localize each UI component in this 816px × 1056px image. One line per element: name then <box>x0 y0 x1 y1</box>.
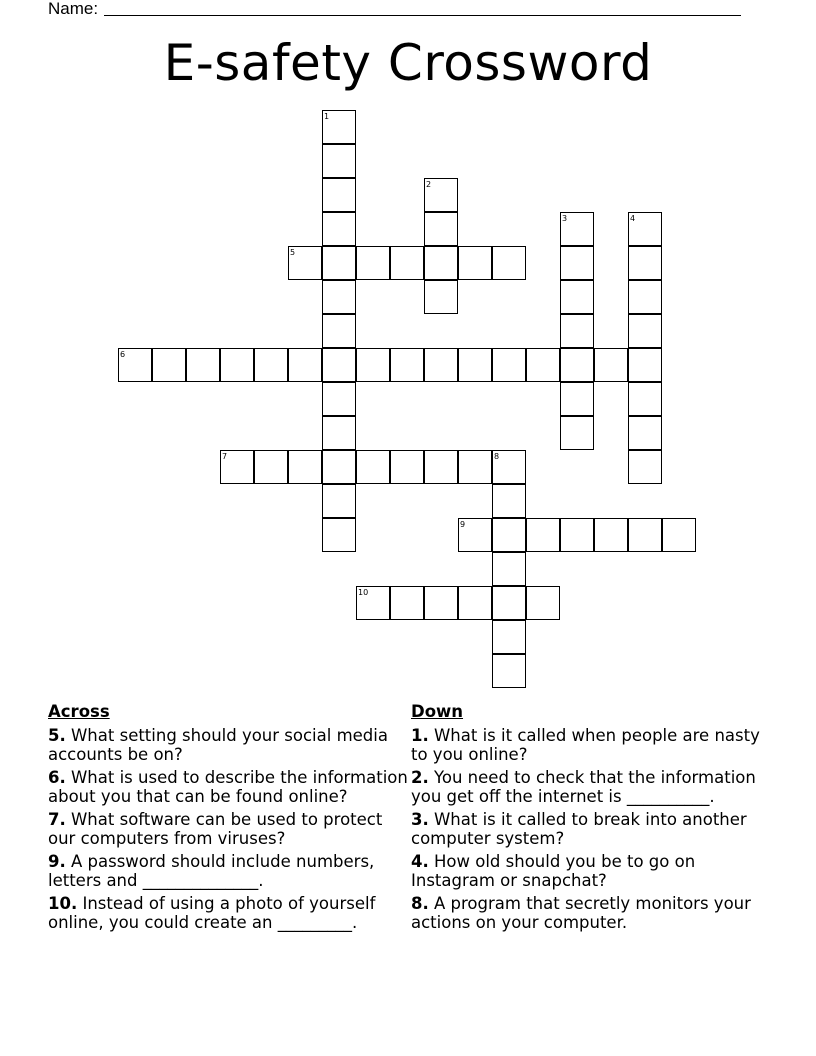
grid-cell[interactable] <box>560 212 594 246</box>
grid-cell[interactable] <box>322 178 356 212</box>
grid-cell[interactable] <box>220 450 254 484</box>
grid-cell[interactable] <box>492 348 526 382</box>
cell-number: 3 <box>562 214 568 223</box>
clue-text: What software can be used to protect our computers from viruses? <box>48 809 383 848</box>
grid-cell[interactable] <box>186 348 220 382</box>
grid-cell[interactable] <box>560 314 594 348</box>
clue-number: 2. <box>411 767 429 787</box>
grid-cell[interactable] <box>628 212 662 246</box>
grid-cell[interactable] <box>594 518 628 552</box>
cell-number: 10 <box>358 588 369 597</box>
cell-number: 7 <box>222 452 228 461</box>
grid-cell[interactable] <box>356 246 390 280</box>
grid-cell[interactable] <box>322 382 356 416</box>
grid-cell[interactable] <box>322 280 356 314</box>
grid-cell[interactable] <box>628 518 662 552</box>
grid-cell[interactable] <box>492 552 526 586</box>
grid-cell[interactable] <box>390 246 424 280</box>
grid-cell[interactable] <box>560 280 594 314</box>
grid-cell[interactable] <box>322 246 356 280</box>
grid-cell[interactable] <box>322 484 356 518</box>
grid-cell[interactable] <box>424 450 458 484</box>
grid-cell[interactable] <box>458 586 492 620</box>
grid-cell[interactable] <box>662 518 696 552</box>
cell-number: 9 <box>460 520 466 529</box>
clue-number: 5. <box>48 725 66 745</box>
grid-cell[interactable] <box>390 348 424 382</box>
cell-number: 5 <box>290 248 296 257</box>
clue-text: What is it called when people are nasty to you online? <box>411 725 760 764</box>
cell-number: 1 <box>324 112 330 121</box>
grid-cell[interactable] <box>288 246 322 280</box>
clue-number: 8. <box>411 893 429 913</box>
grid-cell[interactable] <box>322 212 356 246</box>
grid-cell[interactable] <box>628 280 662 314</box>
across-clue-6 <box>48 768 408 807</box>
clue-number: 7. <box>48 809 66 829</box>
across-clue-10 <box>48 894 408 933</box>
clue-number: 3. <box>411 809 429 829</box>
grid-cell[interactable] <box>560 518 594 552</box>
grid-cell[interactable] <box>526 348 560 382</box>
clue-number: 6. <box>48 767 66 787</box>
down-clue-3 <box>411 810 771 849</box>
grid-cell[interactable] <box>322 314 356 348</box>
clue-text: Instead of using a photo of yourself online, you could create an _________. <box>48 893 376 932</box>
grid-cell[interactable] <box>152 348 186 382</box>
grid-cell[interactable] <box>424 246 458 280</box>
clue-number: 10. <box>48 893 78 913</box>
grid-cell[interactable] <box>356 450 390 484</box>
grid-cell[interactable] <box>492 586 526 620</box>
clue-number: 1. <box>411 725 429 745</box>
clue-number: 9. <box>48 851 66 871</box>
clue-text: A password should include numbers, letters and ______________. <box>48 851 375 890</box>
across-clues <box>48 702 408 936</box>
clue-text: What setting should your social media accounts be on? <box>48 725 388 764</box>
grid-cell[interactable] <box>492 654 526 688</box>
clue-text: A program that secretly monitors your actions on your computer. <box>411 893 751 932</box>
grid-cell[interactable] <box>424 586 458 620</box>
clue-text: You need to check that the information you get off the internet is __________. <box>411 767 756 806</box>
down-heading: Down <box>411 702 464 721</box>
name-label: Name: <box>48 0 99 18</box>
grid-cell[interactable] <box>526 586 560 620</box>
grid-cell[interactable] <box>390 586 424 620</box>
cell-number: 8 <box>494 452 500 461</box>
grid-cell[interactable] <box>288 450 322 484</box>
grid-cell[interactable] <box>560 246 594 280</box>
grid-cell[interactable] <box>322 348 356 382</box>
across-clue-9 <box>48 852 408 891</box>
grid-cell[interactable] <box>628 314 662 348</box>
across-clue-5 <box>48 726 408 765</box>
grid-cell[interactable] <box>492 518 526 552</box>
grid-cell[interactable] <box>628 246 662 280</box>
grid-cell[interactable] <box>424 348 458 382</box>
grid-cell[interactable] <box>322 450 356 484</box>
grid-cell[interactable] <box>356 348 390 382</box>
grid-cell[interactable] <box>288 348 322 382</box>
grid-cell[interactable] <box>424 212 458 246</box>
grid-cell[interactable] <box>254 450 288 484</box>
across-clue-7 <box>48 810 408 849</box>
grid-cell[interactable] <box>220 348 254 382</box>
grid-cell[interactable] <box>424 280 458 314</box>
grid-cell[interactable] <box>322 416 356 450</box>
down-clue-8 <box>411 894 771 933</box>
cell-number: 6 <box>120 350 126 359</box>
grid-cell[interactable] <box>322 518 356 552</box>
grid-cell[interactable] <box>628 416 662 450</box>
grid-cell[interactable] <box>458 246 492 280</box>
grid-cell[interactable] <box>628 450 662 484</box>
grid-cell[interactable] <box>492 620 526 654</box>
grid-cell[interactable] <box>492 246 526 280</box>
clue-number: 4. <box>411 851 429 871</box>
grid-cell[interactable] <box>594 348 628 382</box>
grid-cell[interactable] <box>560 416 594 450</box>
clue-text: What is used to describe the information about you that can be found online? <box>48 767 408 806</box>
grid-cell[interactable] <box>628 348 662 382</box>
down-clue-2 <box>411 768 771 807</box>
grid-cell[interactable] <box>560 382 594 416</box>
down-clue-4 <box>411 852 771 891</box>
across-heading: Across <box>48 702 110 721</box>
grid-cell[interactable] <box>458 450 492 484</box>
down-clue-1 <box>411 726 771 765</box>
grid-cell[interactable] <box>492 450 526 484</box>
grid-cell[interactable] <box>390 450 424 484</box>
grid-cell[interactable] <box>424 178 458 212</box>
page-title: E-safety Crossword <box>163 34 653 92</box>
cell-number: 2 <box>426 180 432 189</box>
grid-cell[interactable] <box>118 348 152 382</box>
grid-cell[interactable] <box>458 348 492 382</box>
name-line <box>48 0 98 18</box>
grid-cell[interactable] <box>628 382 662 416</box>
grid-cell[interactable] <box>492 484 526 518</box>
name-underline[interactable] <box>104 15 741 16</box>
cell-number: 4 <box>630 214 636 223</box>
clue-text: What is it called to break into another computer system? <box>411 809 747 848</box>
grid-cell[interactable] <box>254 348 288 382</box>
grid-cell[interactable] <box>322 110 356 144</box>
clue-text: How old should you be to go on Instagram or snapchat? <box>411 851 696 890</box>
grid-cell[interactable] <box>560 348 594 382</box>
grid-cell[interactable] <box>526 518 560 552</box>
down-clues <box>411 702 771 936</box>
grid-cell[interactable] <box>458 518 492 552</box>
grid-cell[interactable] <box>356 586 390 620</box>
grid-cell[interactable] <box>322 144 356 178</box>
